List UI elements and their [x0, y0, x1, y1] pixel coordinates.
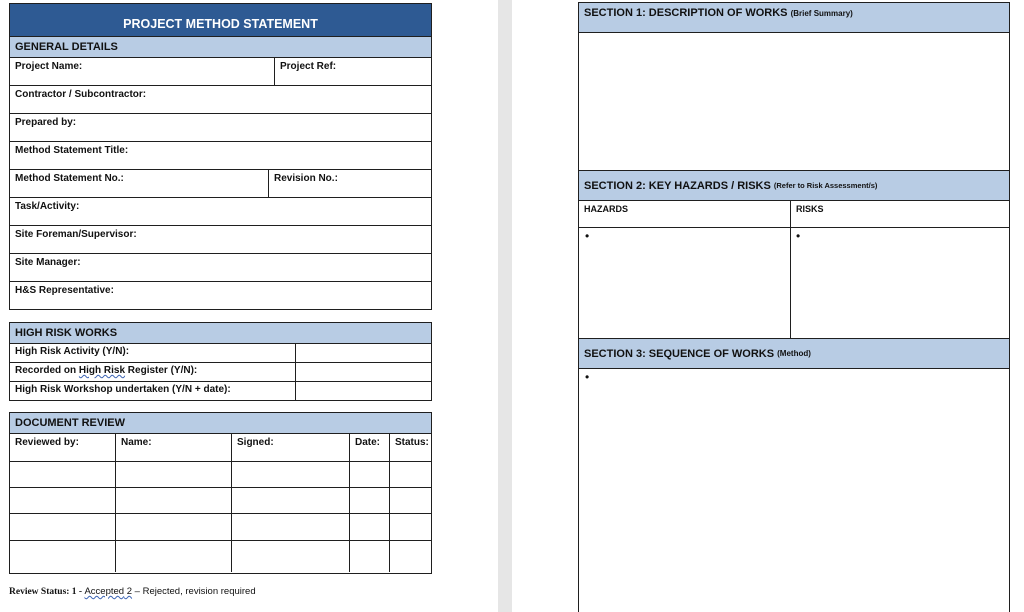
- row-high-risk-register: [10, 363, 431, 382]
- review-cell[interactable]: [389, 541, 431, 572]
- review-cell[interactable]: [231, 514, 349, 540]
- prepared-by-field[interactable]: Prepared by:: [15, 117, 77, 128]
- page-title: PROJECT METHOD STATEMENT: [10, 4, 431, 36]
- review-cell[interactable]: [10, 488, 115, 513]
- review-cell[interactable]: [231, 541, 349, 572]
- section-1-note: (Brief Summary): [790, 9, 853, 18]
- general-details-header: GENERAL DETAILS: [10, 36, 431, 58]
- method-statement-no-field[interactable]: Method Statement No.:: [15, 173, 124, 184]
- review-cell[interactable]: [10, 514, 115, 540]
- row-manager: [10, 254, 431, 282]
- high-risk-activity-value[interactable]: [295, 344, 431, 362]
- review-cell[interactable]: [115, 514, 231, 540]
- col-name: Name:: [115, 434, 231, 461]
- general-details-box: [9, 3, 432, 310]
- row-task: [10, 198, 431, 226]
- high-risk-workshop-label: High Risk Workshop undertaken (Y/N + date):: [15, 384, 231, 395]
- row-hs-rep: [10, 282, 431, 309]
- section-1-title: SECTION 1: DESCRIPTION OF WORKS: [584, 7, 788, 19]
- task-activity-field[interactable]: Task/Activity:: [15, 201, 80, 212]
- hazards-body-row: [579, 228, 1009, 339]
- high-risk-link: High Risk: [78, 365, 126, 376]
- section-3-header: [579, 339, 1009, 369]
- section-3-title: SECTION 3: SEQUENCE OF WORKS: [584, 347, 775, 360]
- review-row: [10, 488, 431, 514]
- accepted-text: Accepted: [84, 586, 125, 597]
- high-risk-workshop-value[interactable]: [295, 382, 431, 400]
- section-2-header: [579, 171, 1009, 201]
- hs-representative-field[interactable]: H&S Representative:: [15, 285, 114, 296]
- section-1-body[interactable]: [579, 33, 1009, 171]
- project-name-field[interactable]: Project Name:: [15, 61, 83, 72]
- review-status-footer: [9, 586, 256, 597]
- contractor-field[interactable]: Contractor / Subcontractor:: [15, 89, 147, 100]
- section-3-body[interactable]: [579, 369, 1009, 612]
- review-cell[interactable]: [10, 462, 115, 487]
- high-risk-works-box: [9, 322, 432, 401]
- col-risks: RISKS: [790, 201, 1009, 227]
- review-cell[interactable]: [349, 541, 389, 572]
- section-2-note: (Refer to Risk Assessment/s): [773, 181, 878, 190]
- recorded-post: Register (Y/N):: [125, 365, 198, 376]
- high-risk-register-label: [10, 363, 295, 381]
- row-foreman: [10, 226, 431, 254]
- col-date: Date:: [349, 434, 389, 461]
- document-review-header: DOCUMENT REVIEW: [10, 413, 431, 434]
- high-risk-register-value[interactable]: [295, 363, 431, 381]
- review-header-row: [10, 434, 431, 462]
- col-signed: Signed:: [231, 434, 349, 461]
- hazards-cell[interactable]: [579, 228, 790, 338]
- row-high-risk-workshop: [10, 382, 431, 400]
- review-cell[interactable]: [349, 514, 389, 540]
- document-review-box: [9, 412, 432, 574]
- review-cell[interactable]: [389, 488, 431, 513]
- review-row: [10, 541, 431, 572]
- section-2-title: SECTION 2: KEY HAZARDS / RISKS: [584, 179, 771, 192]
- review-cell[interactable]: [10, 541, 115, 572]
- review-cell[interactable]: [231, 462, 349, 487]
- review-cell[interactable]: [115, 462, 231, 487]
- section-1-header: [579, 3, 1009, 33]
- row-prepared-by: [10, 114, 431, 142]
- row-contractor: [10, 86, 431, 114]
- rejected-text: – Rejected, revision required: [132, 586, 256, 597]
- hazards-header-row: [579, 201, 1009, 228]
- review-cell[interactable]: [389, 462, 431, 487]
- recorded-pre: Recorded on: [15, 365, 79, 376]
- col-reviewed-by: Reviewed by:: [15, 437, 79, 448]
- project-ref-field[interactable]: Project Ref:: [274, 58, 431, 85]
- review-cell[interactable]: [349, 462, 389, 487]
- col-status: Status:: [389, 434, 431, 461]
- site-manager-field[interactable]: Site Manager:: [15, 257, 81, 268]
- section-3-note: (Method): [777, 349, 811, 358]
- row-ms-title: [10, 142, 431, 170]
- review-row: [10, 462, 431, 488]
- method-statement-title-field[interactable]: Method Statement Title:: [15, 145, 129, 156]
- review-cell[interactable]: [231, 488, 349, 513]
- review-cell[interactable]: [349, 488, 389, 513]
- high-risk-activity-label: High Risk Activity (Y/N):: [15, 346, 130, 357]
- row-high-risk-activity: [10, 344, 431, 363]
- risks-cell[interactable]: [790, 228, 1009, 338]
- review-cell[interactable]: [389, 514, 431, 540]
- review-row: [10, 514, 431, 541]
- review-cell[interactable]: [115, 488, 231, 513]
- review-status-label: Review Status: 1 -: [9, 587, 85, 597]
- high-risk-works-header: HIGH RISK WORKS: [10, 323, 431, 344]
- option-two-text: 2: [124, 586, 133, 597]
- site-foreman-field[interactable]: Site Foreman/Supervisor:: [15, 229, 137, 240]
- hazards-bullet: •: [585, 229, 590, 243]
- review-cell[interactable]: [115, 541, 231, 572]
- page-right: [512, 0, 1024, 612]
- row-project: [10, 58, 431, 86]
- page-left: [0, 0, 498, 612]
- col-hazards: HAZARDS: [584, 204, 628, 214]
- revision-no-field[interactable]: Revision No.:: [268, 170, 431, 197]
- row-ms-no: [10, 170, 431, 198]
- sections-box: [578, 2, 1010, 612]
- sequence-bullet: •: [585, 370, 590, 384]
- risks-bullet: •: [796, 229, 801, 243]
